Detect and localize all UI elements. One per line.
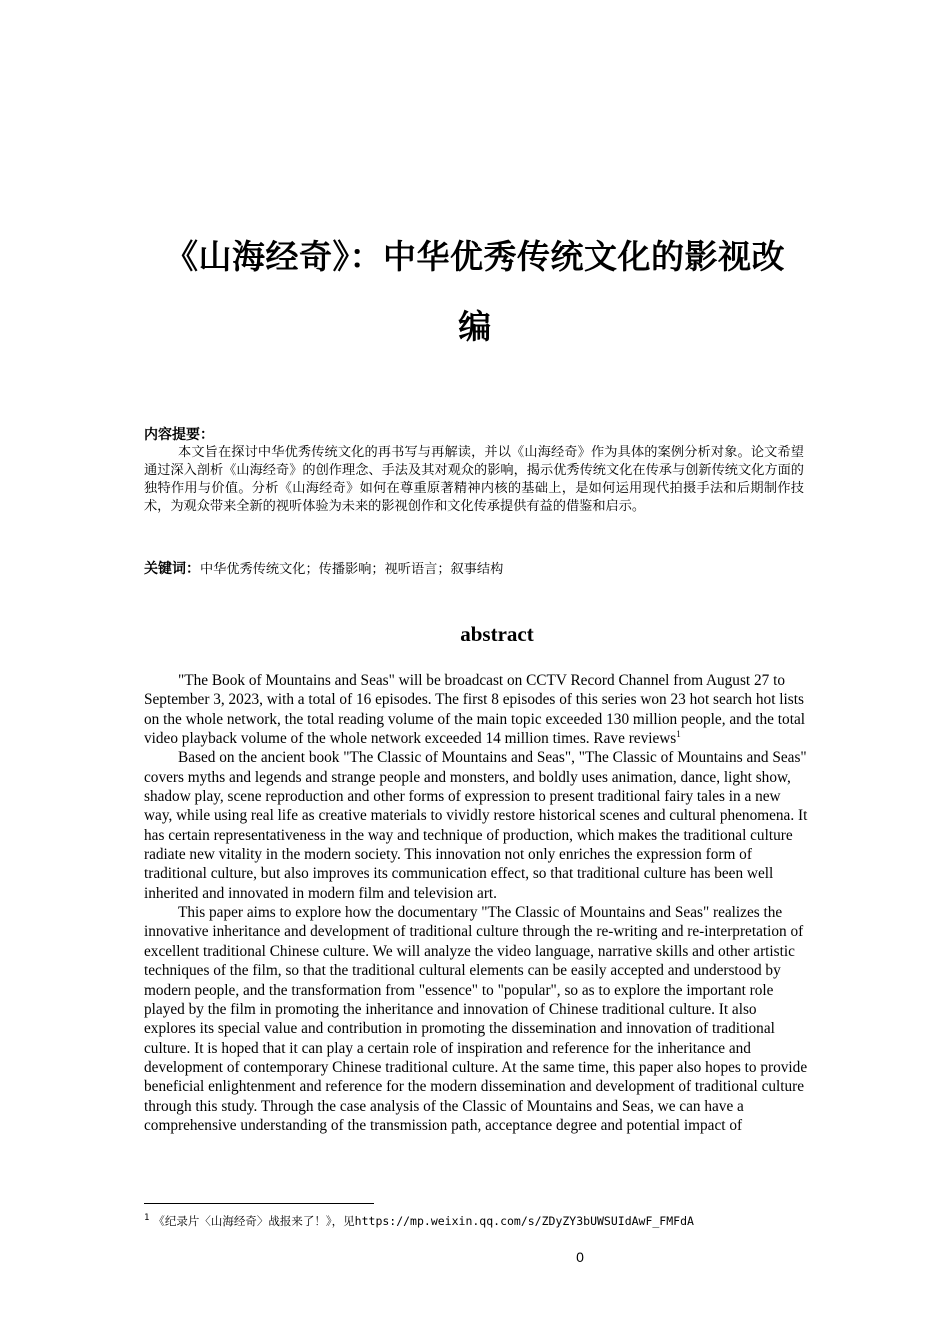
abstract-heading: abstract — [460, 622, 534, 646]
summary-label: 内容提要： — [144, 427, 214, 443]
summary-section — [144, 426, 804, 516]
abstract-paragraph — [144, 671, 808, 748]
abstract-paragraph-text: "The Book of Mountains and Seas" will be broadcast on CCTV Record Channel from August 27 to September 3, 2023, with a total of 16 episodes. The first 8 episodes of this series won 23 hot search hot lists on the whole network, the total reading volume of the main topic exceeded 130 million people, and the total video playback volume of the whole network exceeded 14 million times. Rave reviews — [144, 672, 805, 748]
footnote-separator — [144, 1203, 374, 1204]
keywords-label: 关键词： — [144, 561, 200, 577]
paper-title: 《山海经奇》：中华优秀传统文化的影视改编 — [165, 237, 785, 346]
page-number: 0 — [576, 1249, 584, 1265]
abstract-body — [144, 671, 808, 1135]
abstract-paragraph: Based on the ancient book "The Classic of Mountains and Seas", "The Classic of Mountains and Seas" covers myths and legends and strange people and monsters, and boldly uses animation, dance, light show, shadow play, scene reproduction and other forms of expression to present traditional fairy tales in a new way, while using real life as creative materials to vividly restore historical scenes and cultural phenomena. It has certain representativeness in the way and technique of production, which makes the traditional culture radiate new vitality in the modern society. This innovation not only enriches the expression form of traditional culture, but also improves its communication effect, so that traditional culture has been well inherited and innovated in modern film and television art. — [144, 749, 808, 902]
summary-text: 本文旨在探讨中华优秀传统文化的再书写与再解读，并以《山海经奇》作为具体的案例分析对象。论文希望通过深入剖析《山海经奇》的创作理念、手法及其对观众的影响，揭示优秀传统文化在传承与创新传统文化方面的独特作用与价值。分析《山海经奇》如何在尊重原著精神内核的基础上，是如何运用现代拍摄手法和后期制作技术，为观众带来全新的视听体验为未来的影视创作和文化传承提供有益的借鉴和启示。 — [144, 445, 804, 514]
keywords-text: 中华优秀传统文化；传播影响；视听语言；叙事结构 — [200, 562, 504, 577]
footnote — [144, 1213, 824, 1229]
footnote-reference[interactable]: 1 — [676, 728, 681, 739]
abstract-paragraph: This paper aims to explore how the documentary "The Classic of Mountains and Seas" realizes the innovative inheritance and development of traditional culture through the re-writing and re-interpretation of excellent traditional Chinese culture. We will analyze the video language, narrative skills and other artistic techniques of the film, so that the traditional cultural elements can be easily accepted and understood by modern people, and the transformation from "essence" to "popular", so as to explore the important role played by the film in promoting the inheritance and innovation of Chinese traditional culture. It also explores its special value and contribution in promoting the dissemination and innovation of traditional culture. It is hoped that it can play a certain role of inspiration and reference for the inheritance and development of contemporary Chinese traditional culture. At the same time, this paper also hopes to provide beneficial enlightenment and reference for the modern dissemination and development of traditional culture through this study. Through the case analysis of the Classic of Mountains and Seas, we can have a comprehensive understanding of the transmission path, acceptance degree and potential impact of — [144, 904, 808, 1134]
footnote-text: 《纪录片〈山海经奇〉战报来了！》，见https://mp.weixin.qq.com/s/ZDyZY3bUWSUIdAwF_FMFdA — [153, 1214, 694, 1228]
footnote-number: 1 — [144, 1213, 150, 1224]
keywords-section — [144, 560, 804, 579]
